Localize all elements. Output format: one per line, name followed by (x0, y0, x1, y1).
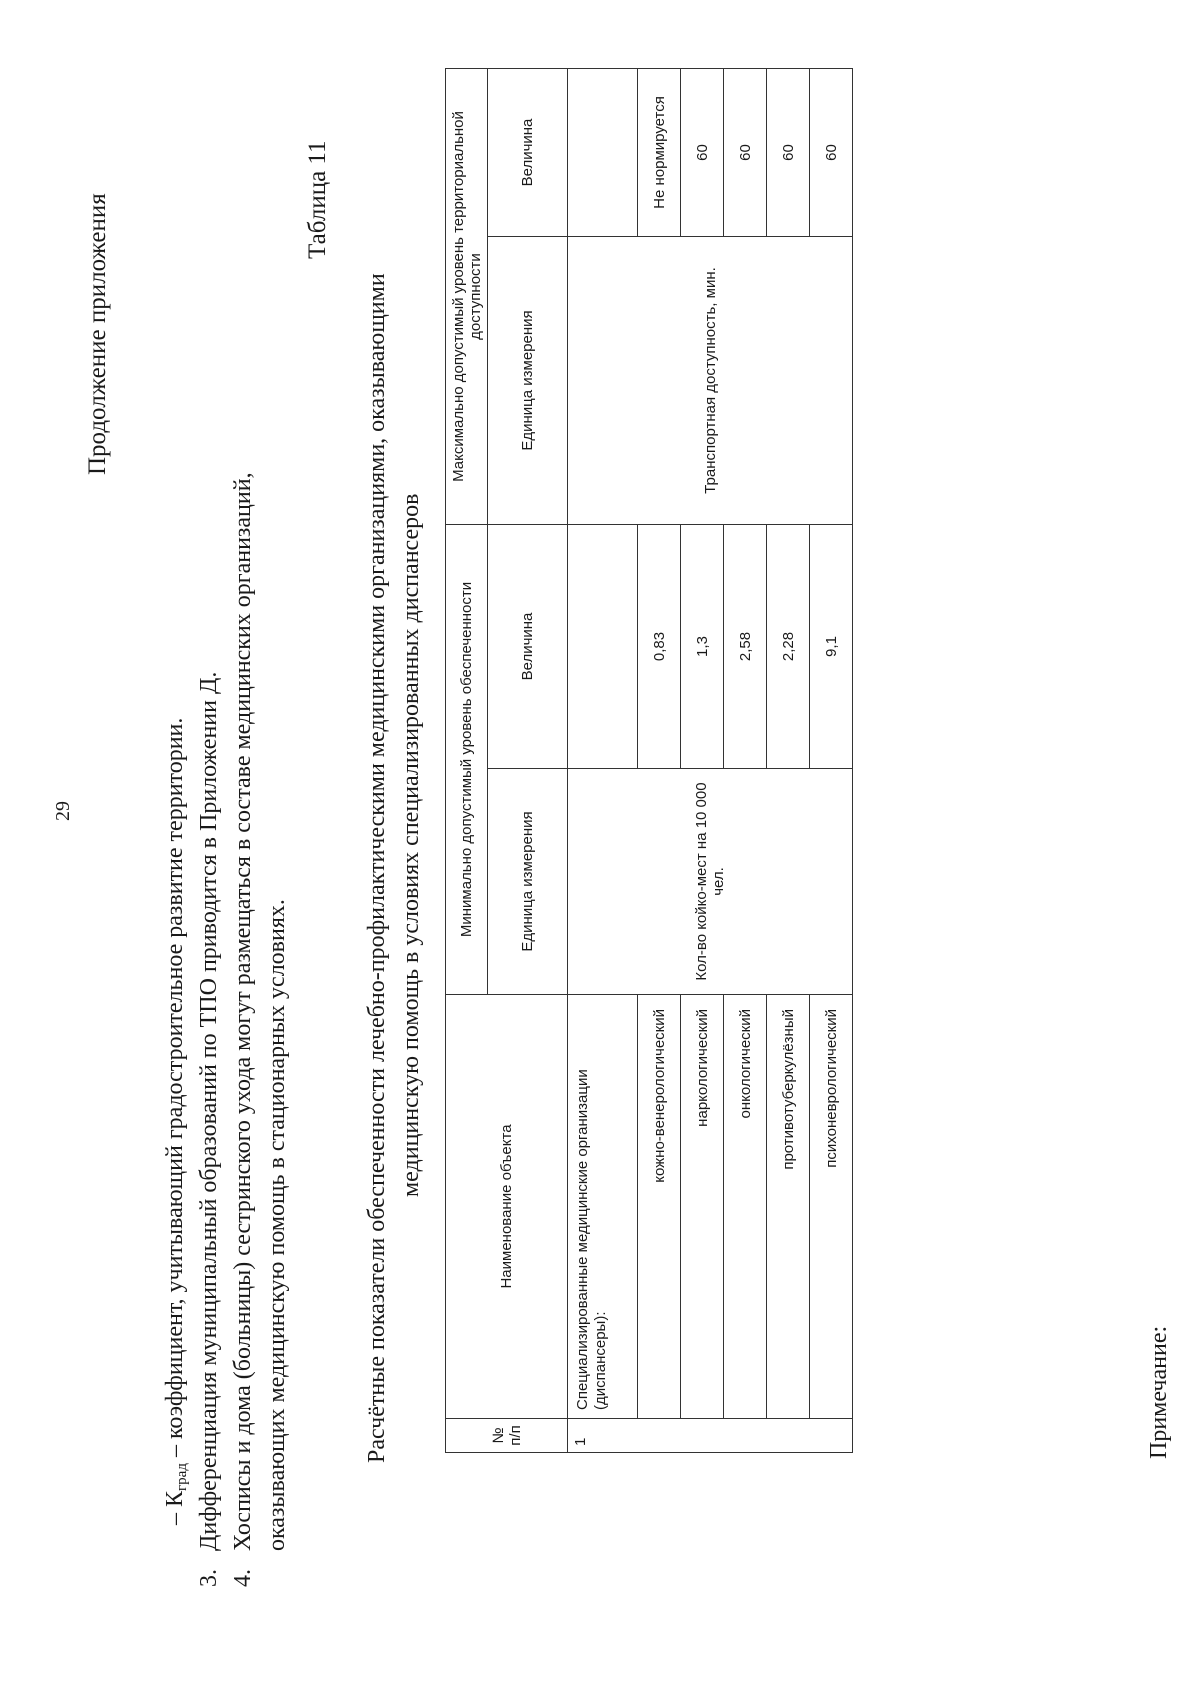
page-number: 29 (52, 801, 74, 821)
max-value-empty (568, 69, 638, 237)
header-row-1 (446, 69, 488, 1453)
row-min-value: 0,83 (638, 525, 681, 769)
row-min-value: 9,1 (810, 525, 853, 769)
header-min-group: Минимально допустимый уровень обеспеченности (446, 525, 488, 995)
note-label: Примечание: (1146, 1325, 1172, 1459)
row-name: психоневрологический (810, 995, 853, 1419)
min-value-empty (568, 525, 638, 769)
row-max-value: 60 (810, 69, 853, 237)
k-symbol: К (162, 1490, 188, 1507)
continuation-header: Продолжение приложения (84, 193, 111, 475)
header-name: Наименование объекта (446, 995, 568, 1419)
header-min-value: Величина (488, 525, 568, 769)
item-4-text-line1: Хосписы и дома (больницы) сестринского ухода могут размещаться в составе медицинских организаций, (230, 472, 256, 1551)
max-unit-cell: Транспортная доступность, мин. (568, 237, 853, 525)
table-title-line1: Расчётные показатели обеспеченности лечебно-профилактическими медицинскими организациями, оказывающими (364, 273, 390, 1463)
table-title-line2: медицинскую помощь в условиях специализированных диспансеров (398, 493, 424, 1197)
indicator-table (445, 68, 853, 1453)
row-max-value: 60 (724, 69, 767, 237)
row-name: кожно-венерологический (638, 995, 681, 1419)
row-min-value: 2,58 (724, 525, 767, 769)
k-text: – коэффициент, учитывающий градостроительное развитие территории. (162, 717, 188, 1464)
item-4-number: 4. (230, 1569, 256, 1587)
header-max-value: Величина (488, 69, 568, 237)
table-label: Таблица 11 (304, 140, 331, 259)
header-num: № п/п (446, 1419, 568, 1453)
row-max-value: 60 (767, 69, 810, 237)
row-min-value: 1,3 (681, 525, 724, 769)
item-4 (226, 472, 260, 1587)
row-name: онкологический (724, 995, 767, 1419)
row-name: наркологический (681, 995, 724, 1419)
header-min-unit: Единица измерения (488, 769, 568, 995)
min-unit-cell: Кол-во койко-мест на 10 000 чел. (568, 769, 853, 995)
row-name: противотуберкулёзный (767, 995, 810, 1419)
row-number: 1 (568, 1419, 853, 1453)
item-3-number: 3. (196, 1569, 222, 1587)
item-4-line2: оказывающих медицинскую помощь в стационарных условиях. (264, 899, 290, 1551)
row-max-value: 60 (681, 69, 724, 237)
item-3-text: Дифференциация муниципальный образований по ТПО приводится в Приложении Д. (196, 671, 222, 1551)
group-title: Специализированные медицинские организации (диспансеры): (568, 995, 638, 1419)
k-subscript: град (174, 1463, 190, 1491)
row-min-value: 2,28 (767, 525, 810, 769)
item-3 (192, 672, 226, 1587)
row-max-value: Не нормируется (638, 69, 681, 237)
table-row-group (568, 69, 638, 1453)
k-dash: – (162, 1513, 188, 1525)
header-max-group: Максимально допустимый уровень территориальной доступности (446, 69, 488, 525)
header-max-unit: Единица измерения (488, 237, 568, 525)
